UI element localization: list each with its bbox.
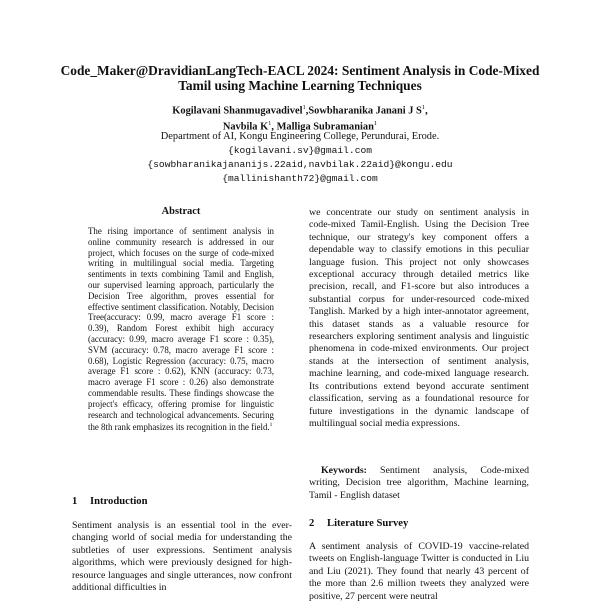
section-heading-introduction — [72, 496, 148, 507]
affiliation-mark: 1 — [421, 104, 426, 111]
author-4: Malliga Subramanian — [276, 121, 374, 133]
author-3: Navbila K — [222, 121, 269, 133]
introduction-body: Sentiment analysis is an essential tool in the ever-changing world of social media for understanding the subtleties of user expressions. Sentiment analysis algorithms, which were previously designed for high-resource languages and single utterances, now confront additional difficulties in — [72, 520, 292, 594]
literature-survey-body: A sentiment analysis of COVID-19 vaccine-related tweets on English-language Twitter is conducted in Liu and Liu (2021). They found that nearly 43 percent of the more than 2.6 million tweets they analyzed were positive, 27 percent were neutral — [309, 541, 529, 602]
affiliation-mark: 1 — [373, 120, 378, 128]
email-line-1: {kogilavani.sv}@gmail.com — [228, 145, 372, 156]
keywords — [309, 465, 529, 502]
right-column-body: we concentrate our study on sentiment analysis in code-mixed Tamil-English. Using the Decision Tree technique, our strategy's key component offers a dependable way to classify emotions in this peculiar language fusion. This project not only showcases exceptional accuracy through detailed metrics like precision, recall, and F1-score but also introduces a substantial corpus for under-resourced code-mixed Tanglish. Marked by a high inter-annotator agreement, this dataset stands as a valuable resource for researchers exploring sentiment analysis and linguistic phenomena in code-mixed environments. Our project stands at the intersection of sentiment analysis, machine learning, and code-mixed language research. Its contributions extend beyond accurate sentiment classification, serving as a foundational resource for future investigations in the dynamic landscape of multilingual social media expressions. — [309, 207, 529, 429]
section-number: 2 — [309, 518, 315, 529]
author-2: Sowbharanika Janani J S — [308, 105, 422, 117]
abstract-body — [88, 226, 274, 433]
affiliation: Department of AI, Kongu Engineering College, Perundurai, Erode. — [160, 131, 440, 142]
affiliation-mark: 1 — [268, 120, 272, 128]
section-heading-literature-survey — [309, 518, 408, 529]
abstract-heading: Abstract — [161, 206, 201, 217]
abstract-text: The rising importance of sentiment analysis in online community research is addressed in our project, which focuses on the surge of code-mixed writing in multilingual social media. Targeting sentiments in texts combining Tamil and English, our supervised learning approach, particularly the Decision Tree algorithm, proves essential for effective sentiment classification. Notably, Decision Tree(accuracy: 0.99, macro average F1 score : 0.39), Random Forest exhibit high accuracy (accuracy: 0.99, macro average F1 score : 0.35), SVM (accuracy: 0.78, macro average F1 score : 0.68), Logistic Regression (accuracy: 0.75, macro average F1 score : 0.62), KNN (accuracy: 0.73, macro average F1 score : 0.26) also demonstrate commendable results. These findings showcase the project's efficacy, offering promise for linguistic research and technological advancements. Securing the 8th rank emphasizes its recognition in the field. — [88, 226, 274, 433]
keywords-list: Sentiment analysis, Code-mixed writing, Decision tree algorithm, Machine learning, Tamil - English dataset — [309, 465, 529, 501]
email-line-2: {sowbharanikajananijs.22aid,navbilak.22aid}@kongu.edu — [147, 159, 453, 170]
author-1: Kogilavani Shanmugavadivel — [172, 105, 303, 117]
footnote-mark: 1 — [269, 422, 273, 429]
email-line-3: {mallinishanth72}@gmail.com — [222, 173, 378, 184]
keywords-label: Keywords: — [321, 465, 367, 476]
paper-title: Code_Maker@DravidianLangTech-EACL 2024: Sentiment Analysis in Code-Mixed Tamil using Machine Learning Techniques — [60, 63, 540, 93]
affiliation-mark: 1 — [302, 104, 306, 111]
author-list: Kogilavani Shanmugavadivel$^1$,Sowbharanika Janani J $S^1$, Navbila $K^1$, Malliga Subramanian$^1$ — [172, 104, 428, 133]
section-title: Introduction — [90, 496, 148, 507]
section-number: 1 — [72, 496, 78, 507]
section-title: Literature Survey — [327, 518, 409, 529]
